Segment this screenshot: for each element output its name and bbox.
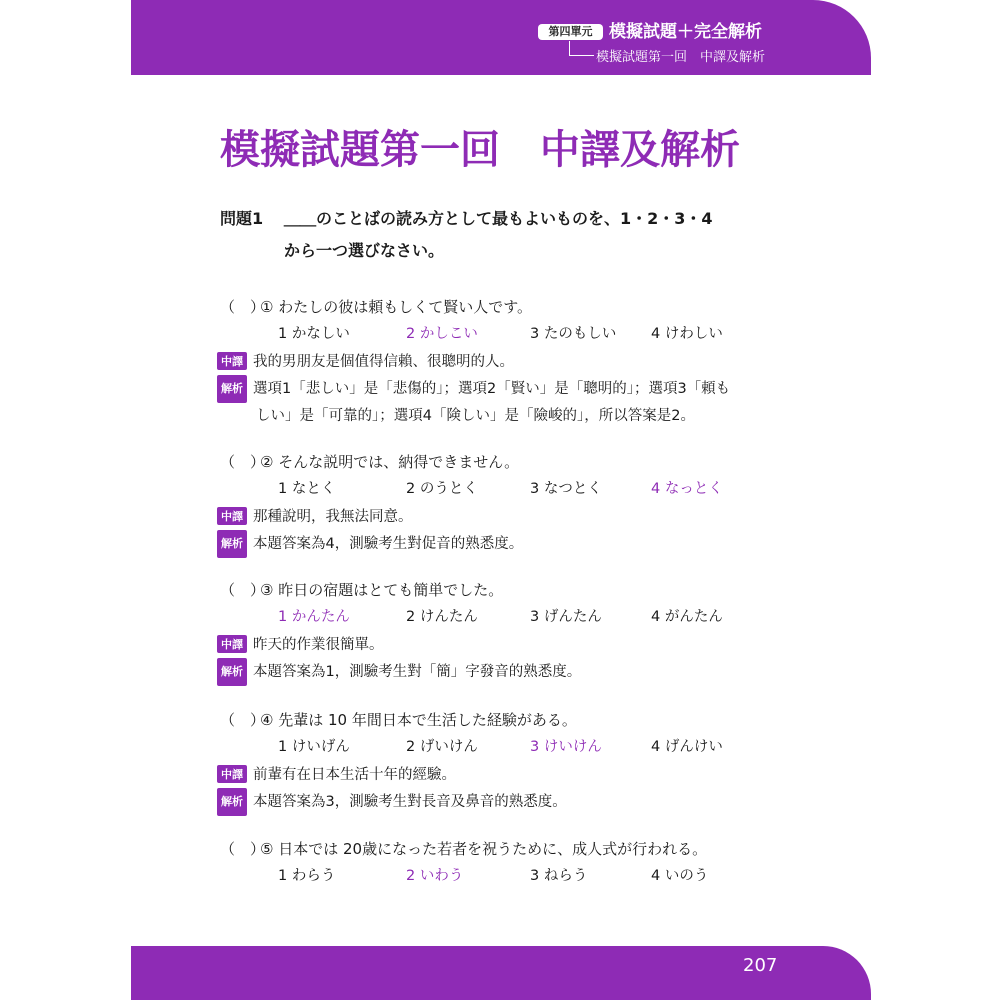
option-2: 2 げいけん [406,739,478,755]
answer-blank[interactable]: （ ） [220,581,266,599]
page-title: 模擬試題第一回 中譯及解析 [220,127,740,173]
question-stem: ① わたしの彼は頼もしくて賢い人です。 [260,298,533,316]
option-3: 3 げんたん [530,609,602,625]
option-4: 4 いのう [651,868,709,884]
translation [217,633,384,654]
option-4-correct: 4 なっとく [651,481,723,497]
answer-blank[interactable]: （ ） [220,453,266,471]
translation [217,350,514,371]
option-3-correct: 3 けいけん [530,739,602,755]
instruction-line-1: ＿＿のことばの読み方として最もよいものを、1・2・3・4 [284,209,713,228]
translation [217,505,413,526]
explanation [217,788,567,816]
option-4: 4 げんけい [651,739,723,755]
option-2-correct: 2 いわう [406,868,464,884]
explanation-tag: 解析 [217,530,247,558]
question-stem: ⑤ 日本では 20歳になった若者を祝うために、成人式が行われる。 [260,840,708,858]
explanation-text: 選項1「悲しい」是「悲傷的」；選項2「賢い」是「聰明的」；選項3「頼も [253,381,731,397]
translation-tag: 中譯 [217,635,247,653]
option-2: 2 のうとく [406,481,478,497]
explanation-text: 本題答案為3，測驗考生對長音及鼻音的熟悉度。 [253,794,567,810]
translation-tag: 中譯 [217,507,247,525]
translation-text: 我的男朋友是個值得信賴、很聰明的人。 [253,354,514,370]
option-3: 3 たのもしい [530,326,617,342]
option-4: 4 がんたん [651,609,723,625]
translation-text: 那種說明，我無法同意。 [253,509,413,525]
question-stem: ④ 先輩は 10 年間日本で生活した経験がある。 [260,711,577,729]
translation-text: 昨天的作業很簡單。 [253,637,384,653]
option-1: 1 かなしい [278,326,350,342]
option-1: 1 なとく [278,481,336,497]
answer-blank[interactable]: （ ） [220,711,266,729]
explanation-tag: 解析 [217,788,247,816]
option-1: 1 わらう [278,868,336,884]
explanation-tag: 解析 [217,658,247,686]
page-number: 207 [743,955,778,976]
explanation-text: 本題答案為1，測驗考生對「簡」字發音的熟悉度。 [253,664,582,680]
option-2: 2 けんたん [406,609,478,625]
option-2-correct: 2 かしこい [406,326,478,342]
explanation-text-cont: しい」是「可靠的」；選項4「険しい」是「險峻的」，所以答案是2。 [256,408,695,424]
header-connector-line [569,41,594,56]
header-subtitle: 模擬試題第一回 中譯及解析 [596,50,766,65]
option-4: 4 けわしい [651,326,723,342]
answer-blank[interactable]: （ ） [220,298,266,316]
translation [217,763,456,784]
translation-tag: 中譯 [217,765,247,783]
question-stem: ② そんな説明では、納得できません。 [260,453,520,471]
answer-blank[interactable]: （ ） [220,840,266,858]
translation-text: 前輩有在日本生活十年的經驗。 [253,767,456,783]
explanation-tag: 解析 [217,375,247,403]
explanation [217,375,730,429]
option-1-correct: 1 かんたん [278,609,350,625]
explanation [217,658,581,686]
question-stem: ③ 昨日の宿題はとても簡単でした。 [260,581,504,599]
instruction-line-2: から一つ選びなさい。 [284,241,445,260]
instruction [220,206,713,260]
explanation [217,530,523,558]
translation-tag: 中譯 [217,352,247,370]
instruction-number: 問題1 [220,209,264,228]
explanation-text: 本題答案為4，測驗考生對促音的熟悉度。 [253,536,524,552]
unit-badge: 第四單元 [538,24,603,40]
option-3: 3 ねらう [530,868,588,884]
option-3: 3 なつとく [530,481,602,497]
header-title: 模擬試題＋完全解析 [609,22,762,42]
option-1: 1 けいげん [278,739,350,755]
